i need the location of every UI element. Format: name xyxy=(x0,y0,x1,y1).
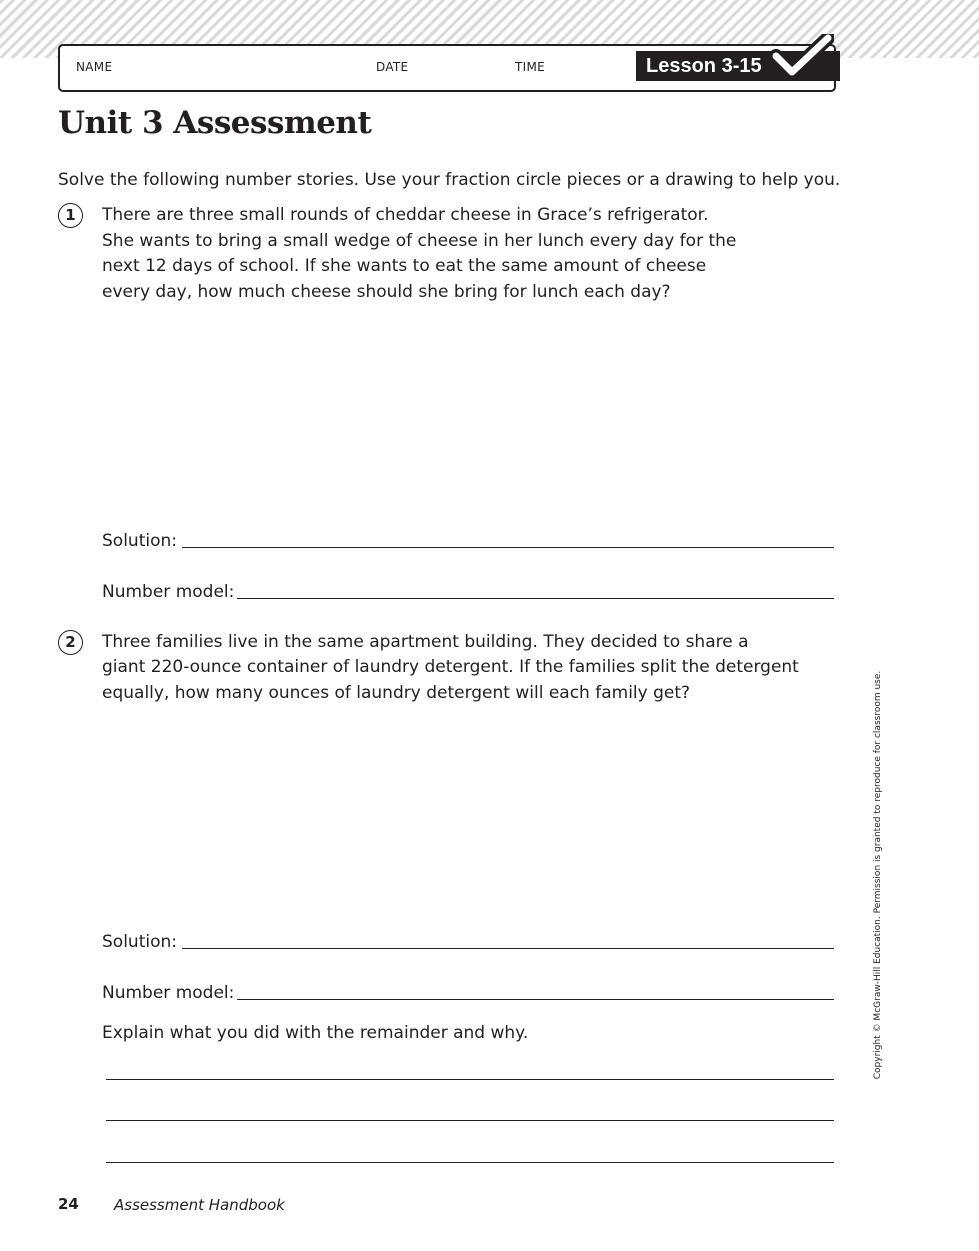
question-2-line-1: Three families live in the same apartment building. They decided to share a xyxy=(102,632,749,652)
explain-answer-line-1[interactable] xyxy=(106,1079,834,1080)
name-label: NAME xyxy=(76,60,113,74)
question-1-solution-line[interactable] xyxy=(182,547,834,548)
question-2-solution-label: Solution: xyxy=(102,932,177,952)
question-1-number-badge: 1 xyxy=(58,203,83,228)
page-number: 24 xyxy=(58,1195,79,1213)
question-2-number-model-label: Number model: xyxy=(102,983,235,1003)
checkmark-icon xyxy=(770,34,834,82)
question-1-line-1: There are three small rounds of cheddar cheese in Grace’s refrigerator. xyxy=(102,205,709,225)
question-2-solution-line[interactable] xyxy=(182,948,834,949)
explain-answer-line-3[interactable] xyxy=(106,1162,834,1163)
question-2-number-badge: 2 xyxy=(58,630,83,655)
instructions: Solve the following number stories. Use your fraction circle pieces or a drawing to help you. xyxy=(58,170,841,190)
question-2-line-2: giant 220-ounce container of laundry detergent. If the families split the detergent xyxy=(102,657,799,677)
question-1-solution-label: Solution: xyxy=(102,531,177,551)
explain-prompt: Explain what you did with the remainder and why. xyxy=(102,1023,529,1043)
book-title: Assessment Handbook xyxy=(114,1196,285,1214)
question-2-number-model-line[interactable] xyxy=(237,999,834,1000)
page-title: Unit 3 Assessment xyxy=(58,105,372,141)
date-label: DATE xyxy=(376,60,409,74)
lesson-label: Lesson 3-15 xyxy=(646,55,762,77)
question-1-number-model-label: Number model: xyxy=(102,582,235,602)
question-1-line-3: next 12 days of school. If she wants to eat the same amount of cheese xyxy=(102,256,707,276)
question-2-line-3: equally, how many ounces of laundry detergent will each family get? xyxy=(102,683,691,703)
copyright-notice: Copyright © McGraw-Hill Education. Permission is granted to reproduce for classroom use. xyxy=(873,670,883,1080)
question-1-line-4: every day, how much cheese should she bring for lunch each day? xyxy=(102,282,671,302)
explain-answer-line-2[interactable] xyxy=(106,1120,834,1121)
time-label: TIME xyxy=(515,60,546,74)
question-1-number-model-line[interactable] xyxy=(237,598,834,599)
question-1-line-2: She wants to bring a small wedge of cheese in her lunch every day for the xyxy=(102,231,737,251)
